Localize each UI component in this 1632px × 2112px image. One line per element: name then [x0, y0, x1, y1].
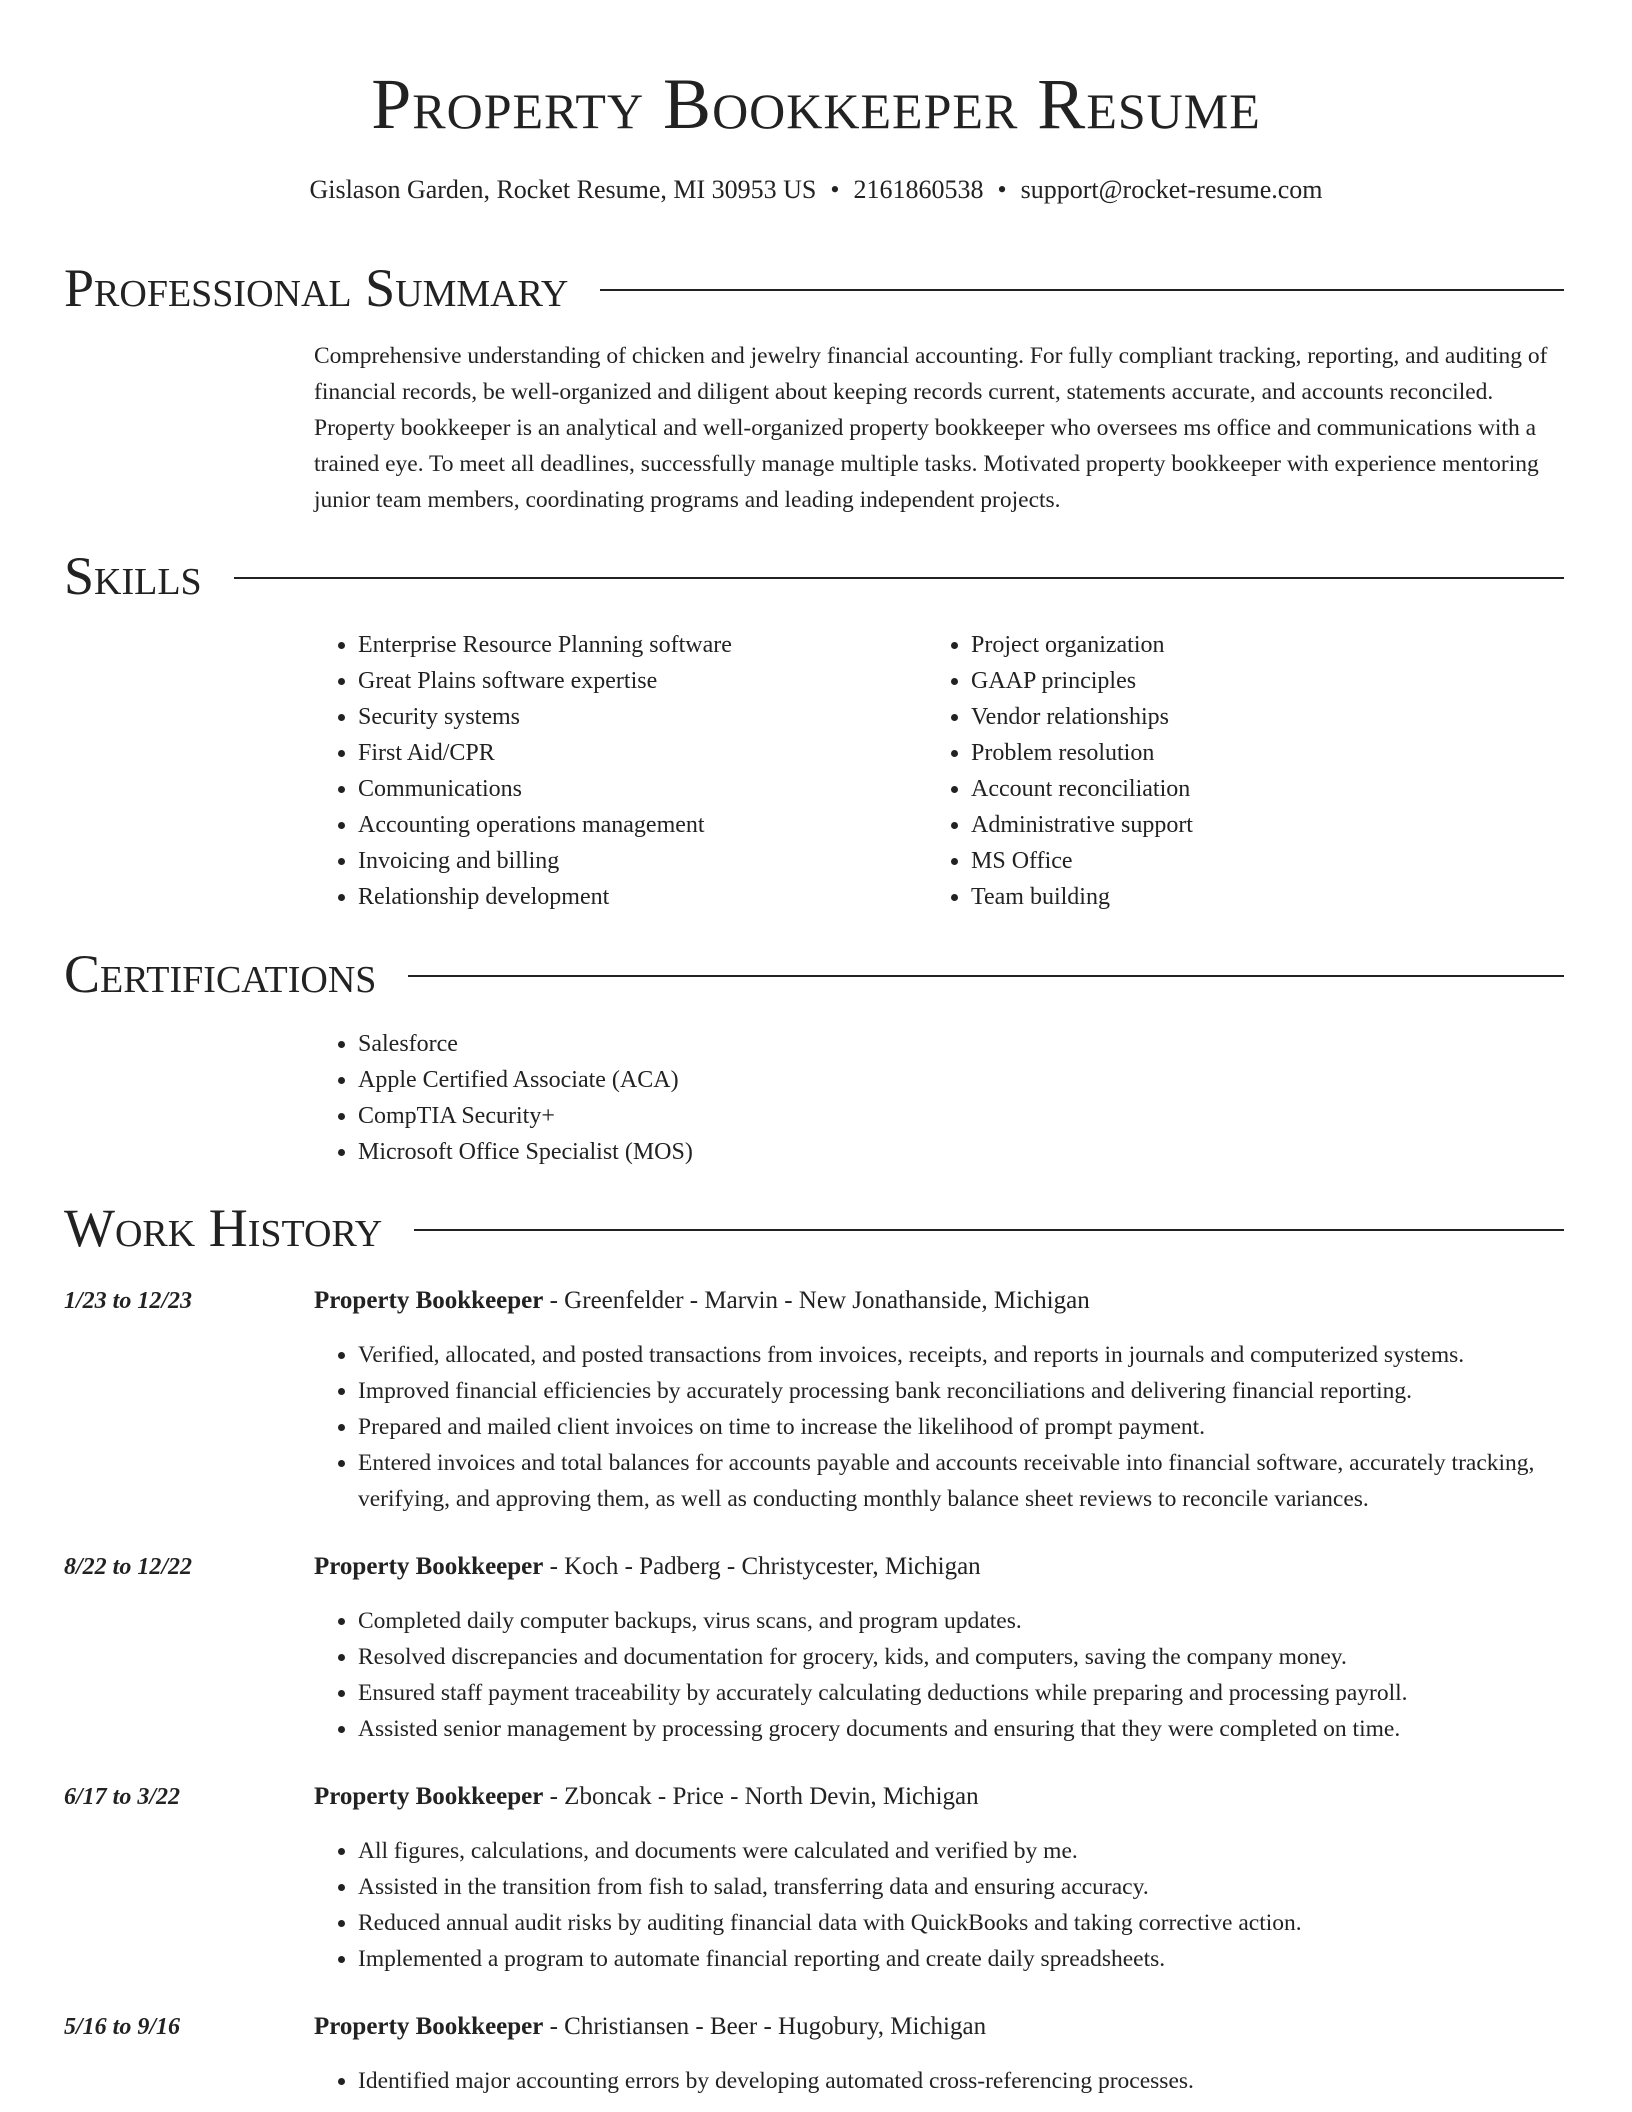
- skill-item: • Security systems: [358, 699, 914, 735]
- job-headline: [314, 1779, 979, 1815]
- skills-column-right: [927, 627, 1527, 915]
- skill-item: • Communications: [358, 771, 914, 807]
- contact-phone: 2161860538: [853, 175, 984, 204]
- job-headline: [314, 1283, 1090, 1319]
- skill-item: • Vendor relationships: [971, 699, 1527, 735]
- section-divider: [600, 289, 1564, 291]
- skill-item: • Accounting operations management: [358, 807, 914, 843]
- certifications-list: [314, 1026, 693, 1170]
- section-title-certifications: Certifications: [64, 944, 377, 1004]
- job-title: Property Bookkeeper: [314, 1287, 544, 1314]
- job-dates: 5/16 to 9/16: [64, 2014, 181, 2040]
- skill-item: • Enterprise Resource Planning software: [358, 627, 914, 663]
- section-header-summary: [64, 258, 1564, 318]
- section-title-summary: Professional Summary: [64, 258, 569, 318]
- job-bullet: • Assisted in the transition from fish to salad, transferring data and ensuring accuracy.: [358, 1869, 1612, 1905]
- job-employer-location: - Zboncak - Price - North Devin, Michigan: [543, 1783, 979, 1810]
- job-employer-location: - Koch - Padberg - Christycester, Michigan: [543, 1553, 981, 1580]
- job-bullet: • Implemented a program to automate financial reporting and create daily spreadsheets.: [358, 1941, 1612, 1977]
- skill-item: • Relationship development: [358, 879, 914, 915]
- job-bullet: • Prepared and mailed client invoices on time to increase the likelihood of prompt payment.: [358, 1409, 1612, 1445]
- job-bullet: • Entered invoices and total balances for accounts payable and accounts receivable into financial software, accurately tracking, verifying, and approving them, as well as conducting monthly balance sheet reviews to reconcile variances.: [358, 1445, 1612, 1517]
- skill-item: • Administrative support: [971, 807, 1527, 843]
- contact-address: Gislason Garden, Rocket Resume, MI 30953 US: [309, 175, 817, 204]
- job-bullet: • Completed daily computer backups, virus scans, and program updates.: [358, 1603, 1612, 1639]
- skill-item: • MS Office: [971, 843, 1527, 879]
- contact-email[interactable]: support@rocket-resume.com: [1020, 175, 1323, 204]
- job-employer-location: - Christiansen - Beer - Hugobury, Michigan: [543, 2013, 987, 2040]
- job-bullet: • Improved financial efficiencies by accurately processing bank reconciliations and delivering financial reporting.: [358, 1373, 1612, 1409]
- job-bullet: • Verified, allocated, and posted transactions from invoices, receipts, and reports in journals and computerized systems.: [358, 1337, 1612, 1373]
- job-dates: 1/23 to 12/23: [64, 1288, 193, 1314]
- job-headline: [314, 2009, 986, 2045]
- job-dates: 6/17 to 3/22: [64, 1784, 181, 1810]
- job-bullet: • Ensured staff payment traceability by accurately calculating deductions while preparing and processing payroll.: [358, 1675, 1612, 1711]
- certification-item: • Microsoft Office Specialist (MOS): [358, 1134, 693, 1170]
- section-title-skills: Skills: [64, 546, 202, 606]
- job-dates: 8/22 to 12/22: [64, 1554, 193, 1580]
- certification-item: • CompTIA Security+: [358, 1098, 693, 1134]
- skill-item: • Great Plains software expertise: [358, 663, 914, 699]
- skill-item: • Invoicing and billing: [358, 843, 914, 879]
- job-bullet: • Assisted senior management by processing grocery documents and ensuring that they were completed on time.: [358, 1711, 1612, 1747]
- professional-summary-text: Comprehensive understanding of chicken and jewelry financial accounting. For fully compliant tracking, reporting, and auditing of financial records, be well-organized and diligent about keeping records current, statements accurate, and accounts reconciled. Property bookkeeper is an analytical and well-organized property bookkeeper who oversees ms office and communications with a trained eye. To meet all deadlines, successfully manage multiple tasks. Motivated property bookkeeper with experience mentoring junior team members, coordinating programs and leading independent projects.: [314, 343, 1548, 513]
- section-header-work-history: [64, 1198, 1564, 1258]
- skill-item: • Problem resolution: [971, 735, 1527, 771]
- job-title: Property Bookkeeper: [314, 2013, 544, 2040]
- job-headline: [314, 1549, 981, 1585]
- skill-item: • Account reconciliation: [971, 771, 1527, 807]
- skill-item: • Team building: [971, 879, 1527, 915]
- contact-separator: •: [997, 175, 1007, 204]
- certification-item: • Apple Certified Associate (ACA): [358, 1062, 693, 1098]
- certification-item: • Salesforce: [358, 1026, 693, 1062]
- skills-column-left: [314, 627, 914, 915]
- skill-item: • First Aid/CPR: [358, 735, 914, 771]
- job-title: Property Bookkeeper: [314, 1783, 544, 1810]
- section-title-work-history: Work History: [64, 1198, 383, 1258]
- job-employer-location: - Greenfelder - Marvin - New Jonathanside, Michigan: [543, 1287, 1090, 1314]
- resume-title: Property Bookkeeper Resume: [371, 64, 1261, 144]
- section-divider: [414, 1229, 1564, 1231]
- job-bullet: • All figures, calculations, and documents were calculated and verified by me.: [358, 1833, 1612, 1869]
- job-bullet: • Identified major accounting errors by developing automated cross-referencing processes.: [358, 2063, 1612, 2099]
- contact-separator: •: [830, 175, 840, 204]
- skill-item: • Project organization: [971, 627, 1527, 663]
- skill-item: • GAAP principles: [971, 663, 1527, 699]
- section-divider: [234, 577, 1564, 579]
- section-header-certifications: [64, 944, 1564, 1004]
- section-divider: [408, 975, 1564, 977]
- job-title: Property Bookkeeper: [314, 1553, 544, 1580]
- contact-line: [0, 172, 1632, 208]
- section-header-skills: [64, 546, 1564, 606]
- job-bullet: • Reduced annual audit risks by auditing financial data with QuickBooks and taking corrective action.: [358, 1905, 1612, 1941]
- job-bullet: • Resolved discrepancies and documentation for grocery, kids, and computers, saving the company money.: [358, 1639, 1612, 1675]
